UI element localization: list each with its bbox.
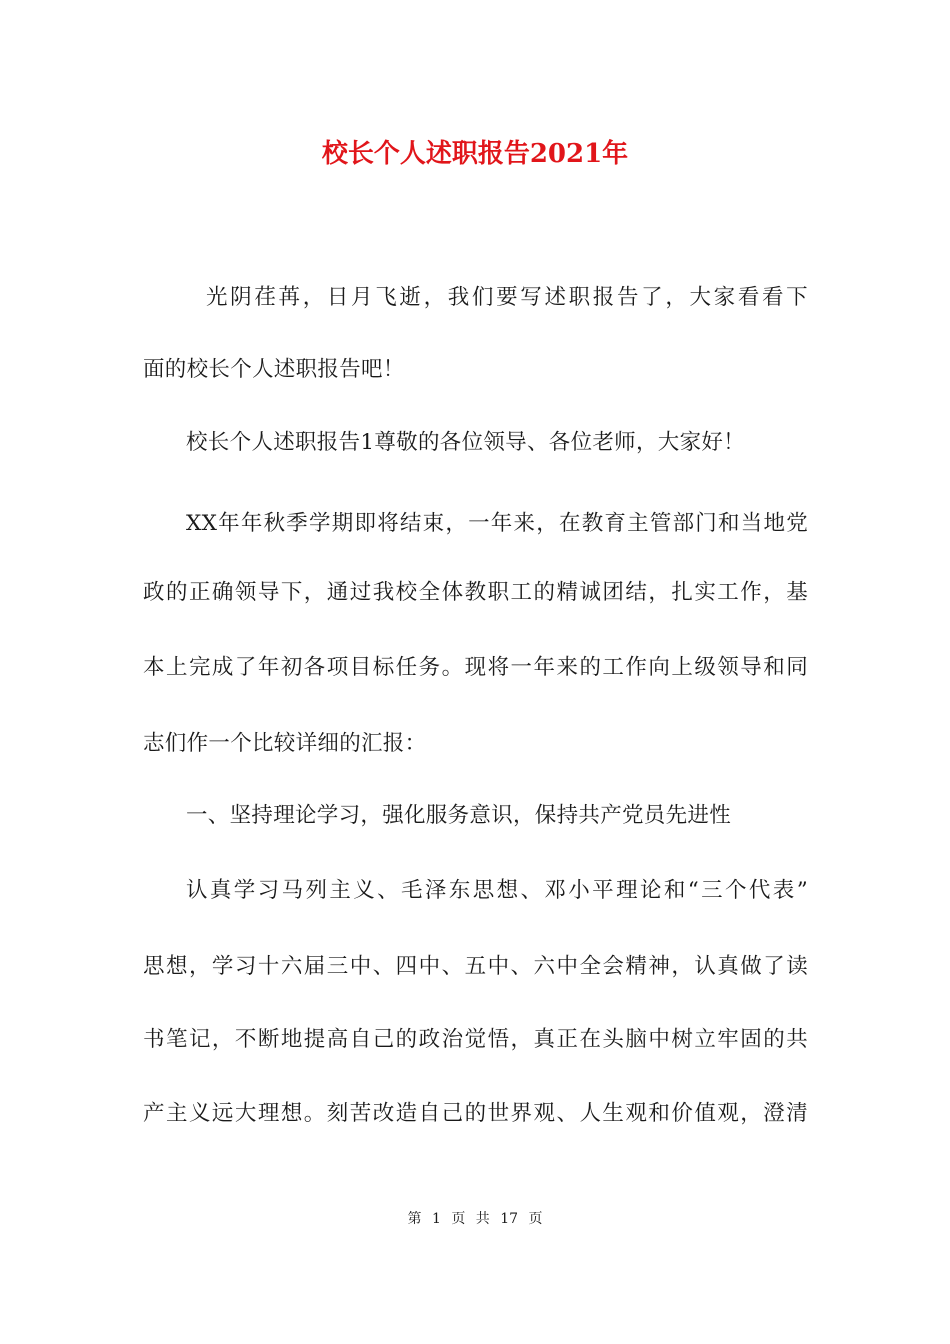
paragraph-line: 面的校长个人述职报告吧！ [143,357,405,382]
footer-current-page: 1 [431,1211,441,1227]
paragraph-line: 产主义远大理想。刻苦改造自己的世界观、人生观和价值观，澄清 [143,1101,808,1126]
paragraph-line: 书笔记，不断地提高自己的政治觉悟，真正在头脑中树立牢固的共 [143,1027,808,1052]
paragraph-line: 校长个人述职报告1尊敬的各位领导、各位老师，大家好！ [186,430,745,455]
paragraph-line: 光阴荏苒，日月飞逝，我们要写述职报告了，大家看看下 [206,285,808,310]
paragraph-line: 认真学习马列主义、毛泽东思想、邓小平理论和“三个代表” [186,878,808,903]
paragraph-line: 本上完成了年初各项目标任务。现将一年来的工作向上级领导和同 [143,655,808,680]
paragraph-line: XX年年秋季学期即将结束，一年来，在教育主管部门和当地党 [186,511,808,536]
paragraph-line: 政的正确领导下，通过我校全体教职工的精诚团结，扎实工作，基 [143,580,808,605]
paragraph-line: 思想，学习十六届三中、四中、五中、六中全会精神，认真做了读 [143,954,808,979]
footer-mid: 页 共 [451,1211,490,1227]
document-title: 校长个人述职报告2021年 [321,139,629,169]
footer-prefix: 第 [407,1211,422,1227]
paragraph-line: 志们作一个比较详细的汇报： [143,731,427,756]
section-heading: 一、坚持理论学习，强化服务意识，保持共产党员先进性 [186,803,732,828]
footer-total-pages: 17 [500,1211,519,1227]
page-footer [0,1209,950,1229]
footer-suffix: 页 [528,1211,543,1227]
